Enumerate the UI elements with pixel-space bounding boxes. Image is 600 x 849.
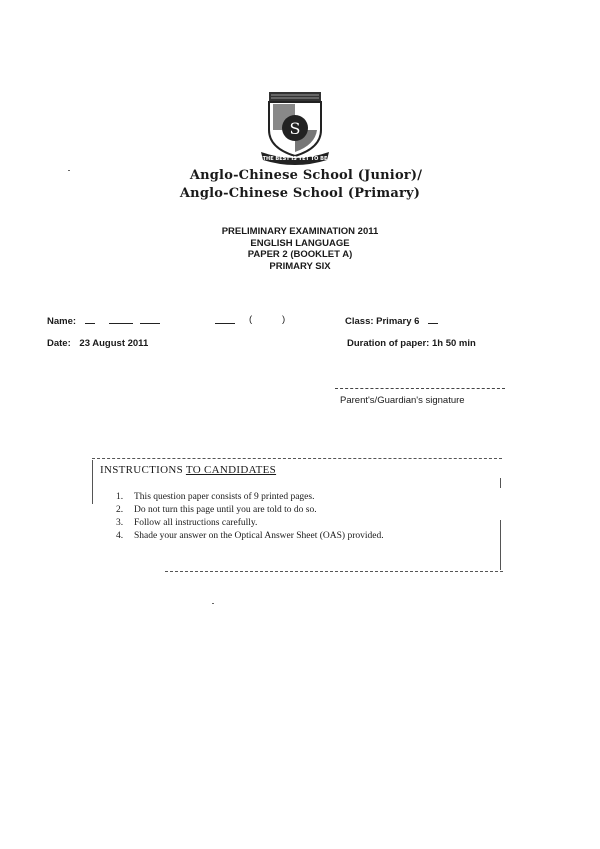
instruction-item: 2. Do not turn this page until you are told to do so. [116, 505, 317, 515]
name-blank-3 [140, 314, 160, 324]
scan-speck [212, 603, 214, 604]
duration-field: Duration of paper: 1h 50 min [347, 338, 476, 349]
class-field[interactable] [345, 314, 438, 327]
school-name-primary: Anglo-Chinese School (Primary) [179, 186, 421, 201]
signature-line [335, 388, 505, 389]
exam-subject: ENGLISH LANGUAGE [250, 237, 350, 249]
school-crest-logo [255, 90, 335, 168]
instructions-box-right-border [500, 520, 501, 570]
instruction-item: 1. This question paper consists of 9 printed pages. [116, 492, 315, 502]
instructions-box-left-border [92, 460, 93, 504]
instructions-list [116, 491, 384, 543]
exam-level: PRIMARY SIX [269, 260, 331, 272]
crest-motto: THE BEST IS YET TO BE [262, 156, 328, 162]
name-field[interactable] [47, 314, 235, 327]
date-field [47, 338, 148, 349]
index-paren-open: ( [249, 314, 253, 325]
instructions-box-right-tick [500, 478, 501, 488]
exam-paper: PAPER 2 (BOOKLET A) [247, 249, 353, 260]
index-paren-close: ) [282, 314, 286, 325]
instructions-heading-underlined: TO CANDIDATES [185, 464, 277, 476]
exam-title: PRELIMINARY EXAMINATION 2011 [221, 226, 379, 237]
date-value: 23 August 2011 [79, 338, 149, 349]
instructions-box-bottom-border [165, 571, 503, 572]
scan-speck [68, 170, 70, 171]
instructions-box-top-border [92, 458, 502, 459]
instructions-heading-plain: INSTRUCTIONS [100, 464, 186, 476]
instruction-item: 4. Shade your answer on the Optical Answer Sheet (OAS) provided. [116, 531, 384, 541]
date-label: Date: [47, 338, 71, 349]
exam-title-block [0, 226, 600, 272]
crest-banner-top [269, 92, 321, 102]
class-label: Class: Primary 6 [345, 316, 420, 327]
crest-letter: S [289, 119, 301, 138]
name-blank-2 [109, 314, 133, 324]
instruction-item: 3. Follow all instructions carefully. [116, 518, 258, 528]
school-name-junior: Anglo-Chinese School (Junior)/ [189, 168, 423, 183]
class-blank [428, 314, 438, 324]
signature-label: Parent's/Guardian's signature [340, 395, 465, 406]
name-blank-4 [215, 314, 235, 324]
instructions-heading [100, 464, 276, 476]
name-label: Name: [47, 316, 77, 327]
name-blank-1 [85, 314, 95, 324]
